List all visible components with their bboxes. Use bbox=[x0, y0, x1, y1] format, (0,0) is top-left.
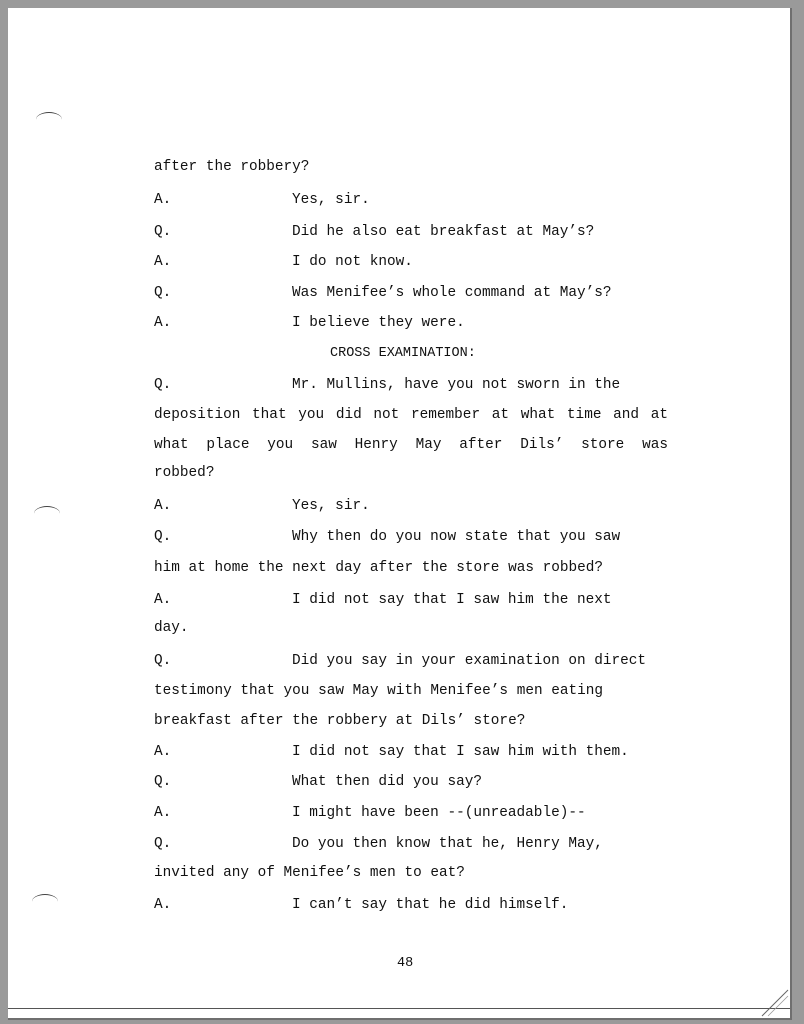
transcript-line: what place you saw Henry May after Dils’ store was bbox=[154, 437, 668, 453]
answer-label: A. bbox=[154, 805, 172, 821]
answer-label: A. bbox=[154, 315, 172, 331]
transcript-line: day. bbox=[154, 620, 189, 636]
question-text: Was Menifee’s whole command at May’s? bbox=[292, 285, 612, 301]
question-text: Did you say in your examination on direct bbox=[292, 653, 647, 669]
question-label: Q. bbox=[154, 653, 172, 669]
answer-label: A. bbox=[154, 744, 172, 760]
page-curl-mark bbox=[760, 988, 790, 1018]
transcript-line: testimony that you saw May with Menifee’s men eating bbox=[154, 683, 604, 699]
question-label: Q. bbox=[154, 377, 172, 393]
answer-text: I believe they were. bbox=[292, 315, 465, 331]
transcript-line: him at home the next day after the store was robbed? bbox=[154, 560, 604, 576]
answer-text: I did not say that I saw him the next bbox=[292, 592, 612, 608]
transcript-line: breakfast after the robbery at Dils’ store? bbox=[154, 713, 526, 729]
question-text: Did he also eat breakfast at May’s? bbox=[292, 224, 595, 240]
question-label: Q. bbox=[154, 285, 172, 301]
question-label: Q. bbox=[154, 836, 172, 852]
hole-punch-mark-top bbox=[36, 112, 62, 127]
question-text: Why then do you now state that you saw bbox=[292, 529, 621, 545]
answer-text: I did not say that I saw him with them. bbox=[292, 744, 629, 760]
answer-text: I might have been --(unreadable)-- bbox=[292, 805, 586, 821]
page-number: 48 bbox=[397, 956, 414, 971]
section-heading: CROSS EXAMINATION: bbox=[330, 346, 476, 361]
answer-text: I do not know. bbox=[292, 254, 413, 270]
question-label: Q. bbox=[154, 774, 172, 790]
question-label: Q. bbox=[154, 529, 172, 545]
question-label: Q. bbox=[154, 224, 172, 240]
document-page bbox=[8, 8, 792, 1020]
bottom-edge-rule bbox=[8, 1008, 792, 1009]
answer-text: Yes, sir. bbox=[292, 498, 370, 514]
question-text: Mr. Mullins, have you not sworn in the bbox=[292, 377, 621, 393]
answer-text: Yes, sir. bbox=[292, 192, 370, 208]
transcript-line: invited any of Menifee’s men to eat? bbox=[154, 865, 465, 881]
answer-label: A. bbox=[154, 192, 172, 208]
answer-label: A. bbox=[154, 897, 172, 913]
hole-punch-mark-middle bbox=[34, 506, 60, 521]
answer-label: A. bbox=[154, 592, 172, 608]
question-text: What then did you say? bbox=[292, 774, 482, 790]
answer-text: I can’t say that he did himself. bbox=[292, 897, 569, 913]
question-text: Do you then know that he, Henry May, bbox=[292, 836, 603, 852]
answer-label: A. bbox=[154, 254, 172, 270]
answer-label: A. bbox=[154, 498, 172, 514]
transcript-line: deposition that you did not remember at what time and at bbox=[154, 407, 668, 423]
transcript-line-1: after the robbery? bbox=[154, 159, 310, 175]
hole-punch-mark-bottom bbox=[32, 894, 58, 909]
transcript-line: robbed? bbox=[154, 465, 215, 481]
